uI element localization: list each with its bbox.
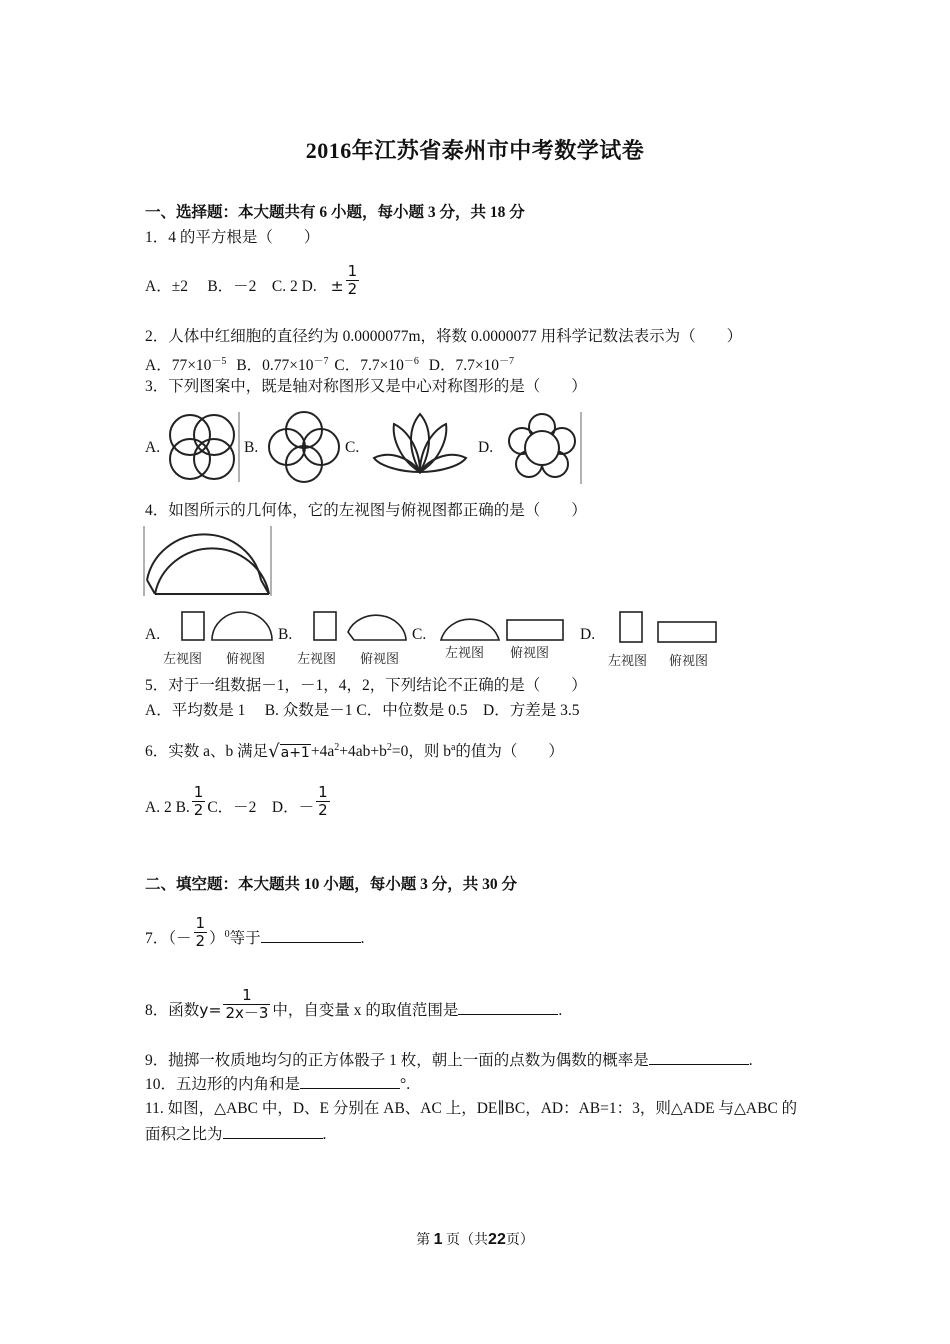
question-2-stem: 2．人体中红细胞的直径约为 0.0000077m，将数 0.0000077 用科学记数法表示为（ ） — [145, 328, 743, 345]
q4-option-c-views — [437, 610, 567, 642]
answer-blank[interactable] — [458, 1000, 558, 1015]
q9-end: . — [748, 1052, 753, 1069]
fraction-denominator: 2 — [195, 932, 206, 951]
q11-text: 面积之比为 — [145, 1126, 223, 1143]
fraction-denominator: 2x－3 — [225, 1003, 269, 1022]
q3-label-d: D. — [478, 439, 494, 456]
q3-figure-d — [505, 410, 583, 486]
answer-blank[interactable] — [649, 1050, 749, 1065]
section-heading-choice: 一、选择题：本大题共有 6 小题，每小题 3 分，共 18 分 — [145, 204, 525, 221]
q3-label-a: A. — [145, 439, 161, 456]
footer-suffix: 页） — [505, 1233, 534, 1248]
option-d: D．7.7×10 — [428, 357, 500, 375]
q6-exp-a: a — [450, 742, 456, 753]
q7-exponent: 0 — [224, 929, 230, 940]
q7-end: . — [360, 930, 365, 948]
q4-c-top-view-caption: 俯视图 — [510, 646, 550, 661]
footer-middle: 页（共 — [446, 1233, 489, 1248]
option-b: B．0.77×10 — [236, 357, 314, 375]
fraction-denominator: 2 — [347, 279, 358, 298]
q3-figure-a — [163, 410, 243, 484]
q6-term-1: +4a — [310, 743, 335, 761]
q6-term-2: +4ab+b — [339, 743, 387, 761]
q4-label-d: D. — [580, 626, 596, 643]
q9-text: 9．抛掷一枚质地均匀的正方体骰子 1 枚，朝上一面的点数为偶数的概率是 — [145, 1052, 649, 1069]
question-5-stem: 5．对于一组数据－1，－1，4，2，下列结论不正确的是（ ） — [145, 677, 587, 694]
q4-label-a: A. — [145, 626, 161, 643]
question-5-options: A．平均数是 1 B. 众数是－1 C．中位数是 0.5 D．方差是 3.5 — [145, 702, 580, 719]
fraction-one-over-2x-minus-3 — [223, 987, 270, 1022]
question-6-stem — [145, 738, 564, 763]
q4-c-left-view-caption: 左视图 — [445, 646, 485, 661]
question-11-line-1: 11. 如图，△ABC 中，D、E 分别在 AB、AC 上，DE∥BC，AD：AB=1：3，则△ADE 与△ABC 的 — [145, 1100, 798, 1117]
answer-blank[interactable] — [261, 928, 361, 943]
q3-label-b: B. — [244, 439, 259, 456]
q3-figure-c — [370, 410, 470, 476]
question-7 — [145, 914, 365, 951]
q4-a-top-view-caption: 俯视图 — [226, 652, 266, 667]
question-9 — [145, 1050, 753, 1071]
fraction-one-half — [316, 784, 330, 819]
answer-blank[interactable] — [223, 1124, 323, 1139]
q6-options-ab: A. 2 B. — [145, 799, 190, 817]
q6-exp-2: 2 — [386, 742, 392, 753]
exponent-d: －7 — [499, 356, 515, 367]
q6-options-cd: C．－2 D．－ — [207, 799, 315, 817]
q10-text: 10．五边形的内角和是 — [145, 1076, 301, 1093]
q8-text: 中，自变量 x 的取值范围是 — [272, 1002, 459, 1019]
section-heading-fill-in: 二、填空题：本大题共 10 小题，每小题 3 分，共 30 分 — [145, 876, 518, 893]
q4-option-d-views — [616, 610, 720, 644]
q6-prefix: 6．实数 a、b 满足 — [145, 743, 269, 761]
q4-label-b: B. — [278, 626, 293, 643]
question-11-line-2 — [145, 1124, 326, 1145]
exponent-b: －7 — [313, 356, 329, 367]
exponent-c: －6 — [403, 356, 419, 367]
question-1-stem: 1．4 的平方根是（ ） — [145, 229, 320, 246]
fraction-numerator: 1 — [347, 261, 358, 280]
fraction-numerator: 1 — [223, 987, 270, 1005]
question-1-options-text: A．±2 B．－2 C. 2 D. — [145, 278, 317, 295]
q4-option-b-views — [310, 610, 410, 642]
question-1-options — [145, 261, 361, 298]
footer-prefix: 第 — [416, 1233, 431, 1248]
exponent-a: －5 — [211, 356, 227, 367]
fraction-one-half — [346, 263, 360, 298]
radicand: a+1 — [280, 745, 310, 762]
q4-b-top-view-caption: 俯视图 — [360, 652, 400, 667]
question-3-stem: 3．下列图案中，既是轴对称图形又是中心对称图形的是（ ） — [145, 378, 587, 395]
q4-d-left-view-caption: 左视图 — [608, 654, 648, 669]
q11-end: . — [322, 1126, 327, 1143]
question-8 — [145, 985, 563, 1022]
footer-page-number: 1 — [433, 1231, 443, 1248]
fraction-one-half — [194, 915, 208, 950]
q10-end: °. — [400, 1076, 411, 1093]
option-c: C．7.7×10 — [334, 357, 404, 375]
page-footer — [0, 1229, 950, 1249]
q4-d-top-view-caption: 俯视图 — [669, 654, 709, 669]
option-a: A．77×10 — [145, 357, 212, 375]
q4-b-left-view-caption: 左视图 — [297, 652, 337, 667]
q3-figure-b — [266, 410, 346, 484]
question-2-options — [145, 352, 514, 376]
q7-close-paren: ） — [209, 930, 225, 948]
q7-tail: 等于 — [229, 930, 261, 948]
q8-y-equals: y= — [199, 1001, 222, 1019]
q6-term-3: =0，则 b — [391, 743, 451, 761]
page-title: 2016年江苏省泰州市中考数学试卷 — [305, 138, 645, 163]
plus-minus-sign: ± — [330, 277, 344, 295]
q4-a-left-view-caption: 左视图 — [163, 652, 203, 667]
fraction-numerator: 1 — [195, 914, 206, 933]
fraction-denominator: 2 — [318, 801, 328, 819]
q7-prefix: 7．（－ — [145, 930, 192, 948]
answer-blank[interactable] — [300, 1074, 400, 1089]
footer-total-pages: 22 — [488, 1231, 506, 1248]
q3-label-c: C. — [345, 439, 360, 456]
q4-solid-figure — [143, 524, 273, 598]
fraction-numerator: 1 — [193, 783, 204, 801]
q8-end: . — [558, 1002, 563, 1019]
question-4-stem: 4．如图所示的几何体，它的左视图与俯视图都正确的是（ ） — [145, 502, 587, 519]
q4-option-a-views — [178, 610, 278, 642]
q4-label-c: C. — [412, 626, 427, 643]
question-6-options — [145, 783, 332, 819]
fraction-numerator: 1 — [318, 783, 328, 801]
fraction-one-half — [192, 784, 206, 819]
q8-prefix: 8．函数 — [145, 1002, 200, 1019]
fraction-denominator: 2 — [193, 801, 204, 819]
q6-exp-1: 2 — [334, 742, 340, 753]
question-10 — [145, 1074, 410, 1095]
square-root: √a+1 — [268, 741, 310, 763]
q6-suffix: 的值为（ ） — [455, 743, 564, 761]
